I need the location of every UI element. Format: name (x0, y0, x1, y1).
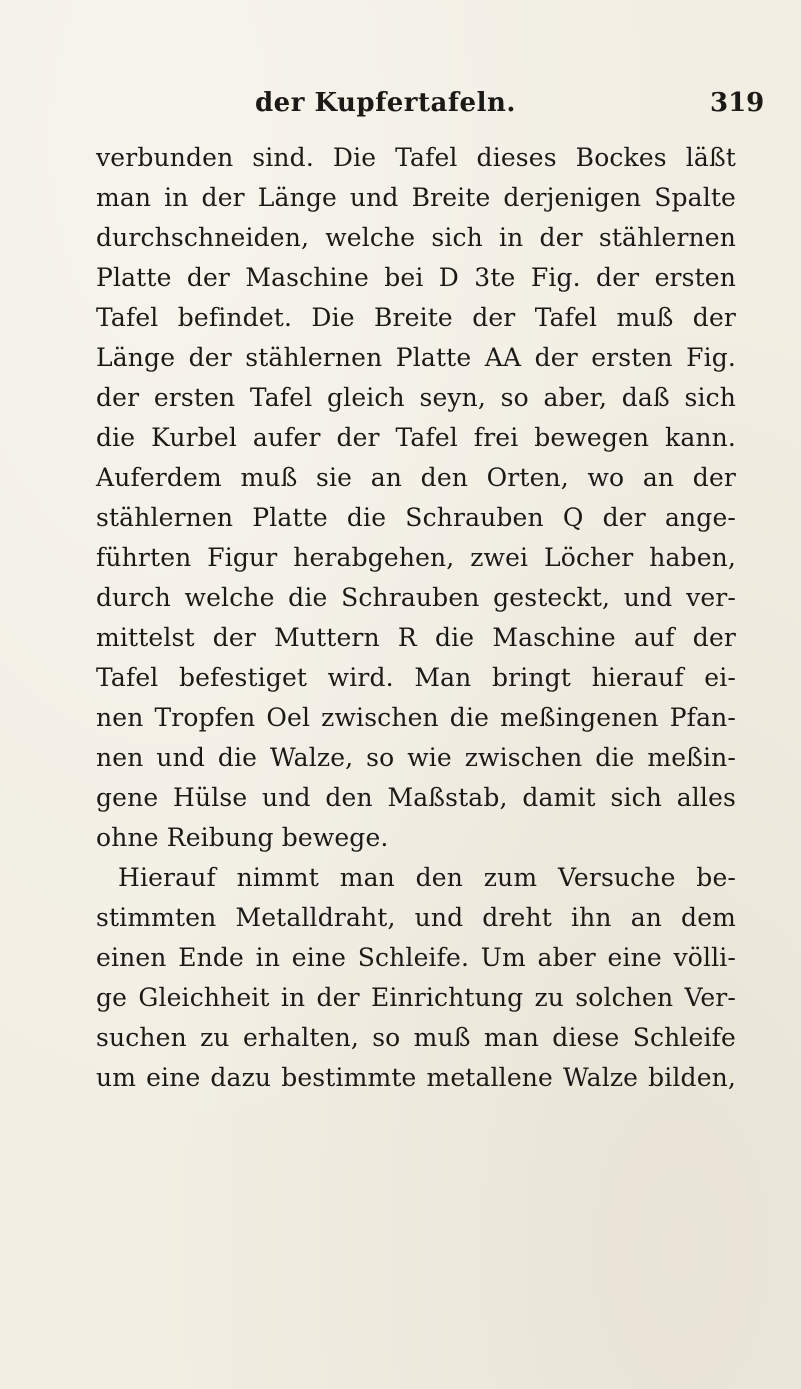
text-line-22: ge Gleichheit in der Einrichtung zu solchen Ver- (96, 983, 736, 1012)
text-line-23: suchen zu erhalten, so muß man diese Schleife (96, 1023, 736, 1052)
body-text (96, 138, 736, 1098)
text-line-1: verbunden sind. Die Tafel dieses Bockes läßt (96, 143, 736, 172)
text-line-18: ohne Reibung bewege. (96, 823, 389, 852)
text-line-10: stählernen Platte die Schrauben Q der ange- (96, 503, 736, 532)
running-head (0, 88, 801, 128)
text-line-13: mittelst der Muttern R die Maschine auf der (96, 623, 736, 652)
text-line-6: Länge der stählernen Platte AA der ersten Fig. (96, 343, 736, 372)
text-line-3: durchschneiden, welche sich in der stählernen (96, 223, 736, 252)
text-line-20: stimmten Metalldraht, und dreht ihn an dem (96, 903, 736, 932)
running-title: der Kupfertafeln. (255, 88, 516, 118)
text-line-14: Tafel befestiget wird. Man bringt hierauf ei- (96, 663, 736, 692)
text-line-12: durch welche die Schrauben gesteckt, und ver- (96, 583, 736, 612)
text-line-24: um eine dazu bestimmte metallene Walze bilden, (96, 1063, 736, 1092)
text-line-19: Hierauf nimmt man den zum Versuche be- (118, 863, 736, 892)
text-line-4: Platte der Maschine bei D 3te Fig. der ersten (96, 263, 736, 292)
text-line-9: Auferdem muß sie an den Orten, wo an der (96, 463, 736, 492)
page-number: 319 (710, 88, 765, 118)
text-line-16: nen und die Walze, so wie zwischen die meßin- (96, 743, 736, 772)
text-line-17: gene Hülse und den Maßstab, damit sich alles (96, 783, 736, 812)
text-line-7: der ersten Tafel gleich seyn, so aber, daß sich (96, 383, 736, 412)
text-line-5: Tafel befindet. Die Breite der Tafel muß der (96, 303, 736, 332)
text-line-8: die Kurbel aufer der Tafel frei bewegen kann. (96, 423, 736, 452)
text-line-11: führten Figur herabgehen, zwei Löcher haben, (96, 543, 736, 572)
text-line-21: einen Ende in eine Schleife. Um aber eine völli- (96, 943, 736, 972)
text-line-15: nen Tropfen Oel zwischen die meßingenen Pfan- (96, 703, 736, 732)
text-line-2: man in der Länge und Breite derjenigen Spalte (96, 183, 736, 212)
